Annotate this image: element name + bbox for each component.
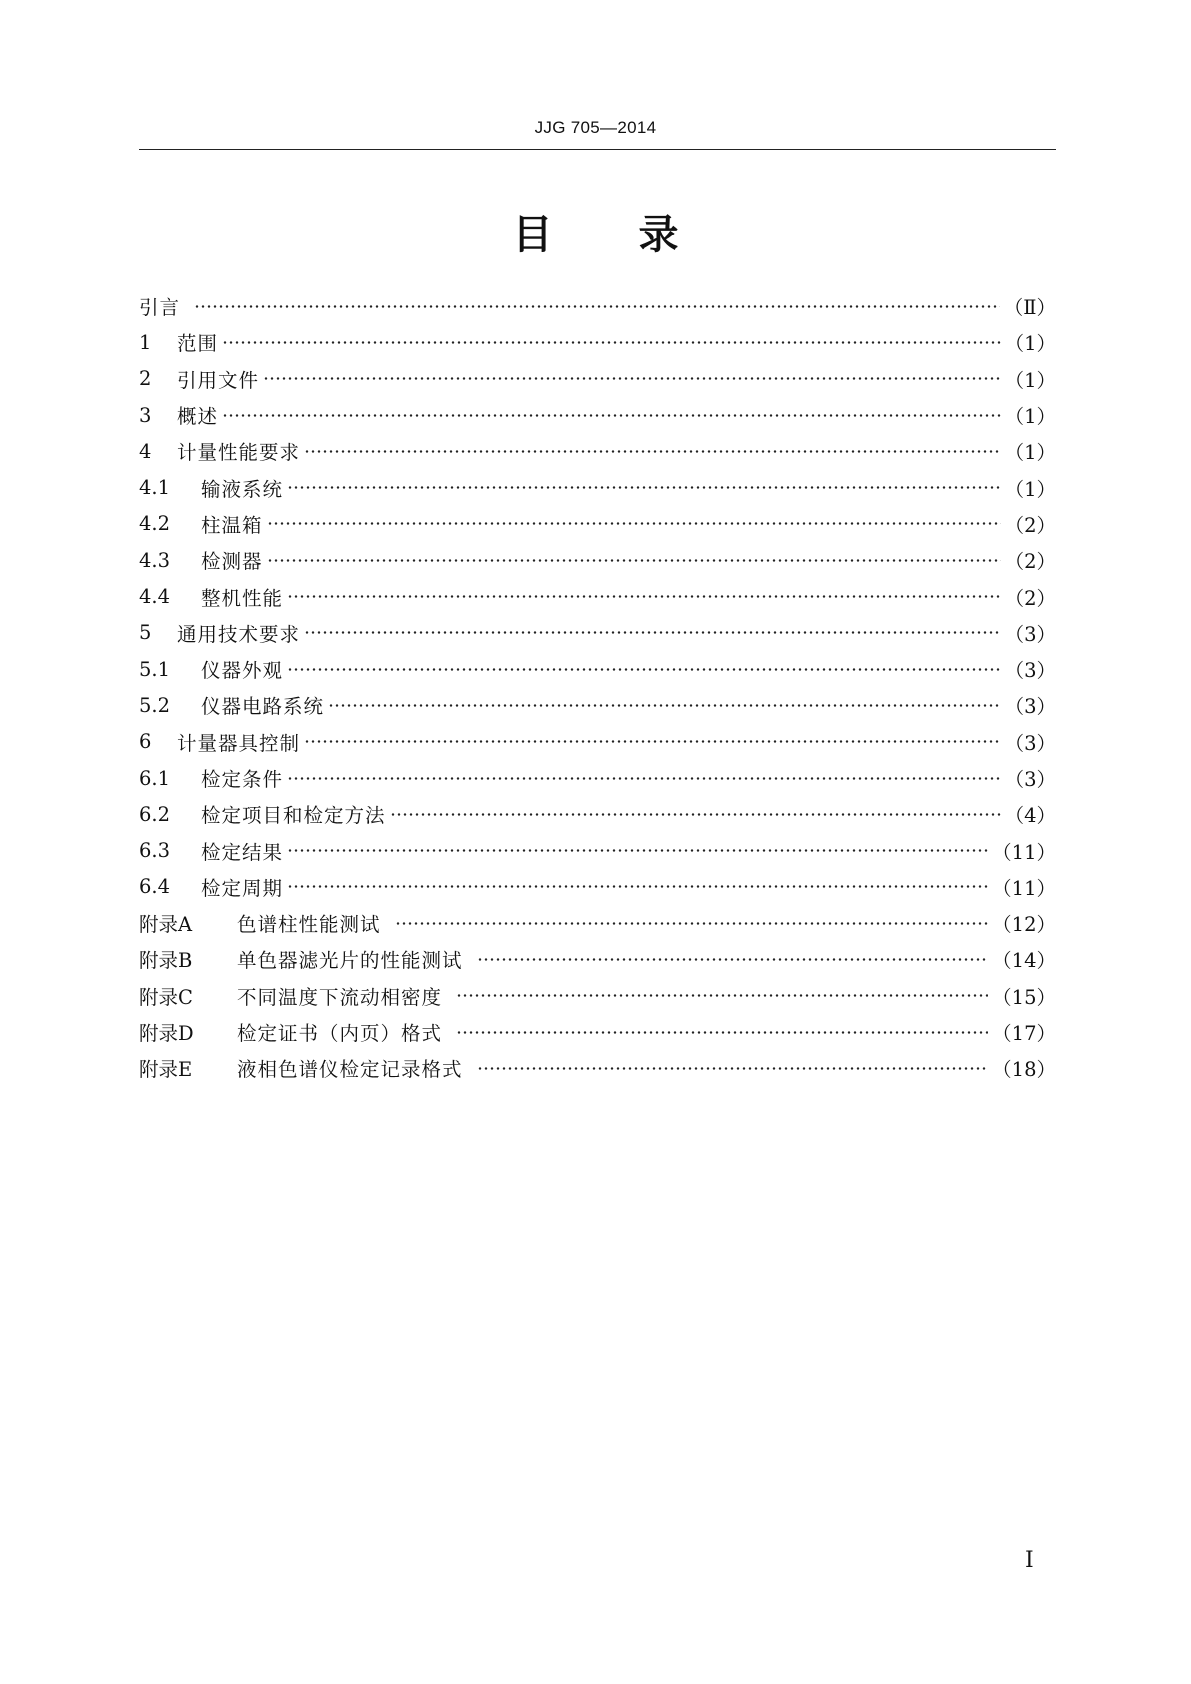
toc-entry[interactable]	[139, 361, 1056, 397]
dot-leader	[456, 1023, 988, 1042]
toc-entry-number: 附录D	[139, 1022, 194, 1046]
toc-entry-number: 4	[139, 439, 152, 463]
toc-entry-page: （14）	[992, 949, 1056, 973]
toc-entry-number: 6	[139, 730, 152, 754]
toc-entry-page: （2）	[1004, 586, 1056, 610]
toc-entry-number: 附录B	[139, 949, 193, 973]
toc-entry-page: （1）	[1004, 405, 1056, 429]
table-of-contents	[139, 288, 1056, 1087]
toc-entry-number: 4.1	[139, 476, 171, 500]
toc-entry[interactable]	[139, 687, 1056, 723]
toc-entry[interactable]	[139, 397, 1056, 433]
toc-entry-title: 检测器	[201, 550, 263, 574]
toc-entry-title: 单色器滤光片的性能测试	[237, 949, 463, 973]
toc-entry-page: （3）	[1004, 768, 1056, 791]
dot-leader	[304, 623, 1001, 642]
dot-leader	[395, 914, 989, 933]
toc-entry-number: 5.2	[139, 693, 171, 717]
toc-entry-title: 引言	[139, 296, 181, 320]
toc-entry-page: （11）	[992, 840, 1056, 864]
dot-leader	[390, 805, 1001, 824]
toc-entry[interactable]	[139, 832, 1056, 868]
dot-leader	[287, 587, 1001, 606]
toc-entry[interactable]	[139, 905, 1056, 941]
dot-leader	[456, 986, 988, 1005]
toc-entry-title: 检定项目和检定方法	[201, 804, 386, 828]
toc-entry-page: （12）	[992, 913, 1056, 937]
header-rule	[139, 149, 1056, 150]
toc-entry-page: （2）	[1004, 513, 1056, 537]
dot-leader	[304, 732, 1001, 751]
toc-entry-page: （1）	[1004, 332, 1056, 356]
toc-entry-page: （17）	[992, 1022, 1056, 1046]
toc-entry-title: 检定证书（内页）格式	[237, 1022, 443, 1046]
toc-entry-title: 计量性能要求	[177, 441, 301, 465]
dot-leader	[477, 1059, 989, 1078]
toc-entry[interactable]	[139, 796, 1056, 832]
toc-entry[interactable]	[139, 506, 1056, 542]
toc-entry-page: （15）	[992, 985, 1056, 1009]
toc-entry-number: 1	[139, 330, 152, 354]
dot-leader	[267, 514, 1001, 533]
toc-entry[interactable]	[139, 941, 1056, 977]
toc-entry-title: 概述	[177, 405, 219, 429]
toc-entry[interactable]	[139, 760, 1056, 796]
toc-entry-title: 检定周期	[201, 876, 284, 900]
toc-entry-page: （18）	[992, 1058, 1056, 1082]
toc-entry-number: 附录A	[139, 913, 193, 937]
dot-leader	[222, 333, 1001, 352]
toc-entry-number: 附录E	[139, 1058, 193, 1082]
toc-entry-title: 通用技术要求	[177, 622, 301, 646]
toc-entry-title: 引用文件	[177, 368, 260, 392]
toc-entry-title: 检定结果	[201, 840, 284, 864]
toc-entry-title: 仪器外观	[201, 659, 284, 683]
toc-entry[interactable]	[139, 288, 1056, 324]
toc-entry-number: 6.1	[139, 766, 171, 790]
toc-entry-page: （3）	[1004, 622, 1056, 646]
toc-entry-page: （11）	[992, 876, 1056, 900]
toc-entry-title: 仪器电路系统	[201, 695, 325, 719]
dot-leader	[287, 478, 1001, 497]
toc-entry-title: 范围	[177, 332, 219, 356]
toc-entry-number: 5.1	[139, 657, 171, 681]
dot-leader	[287, 660, 1001, 679]
dot-leader	[304, 442, 1001, 461]
toc-entry-number: 5	[139, 621, 152, 645]
toc-entry-number: 6.2	[139, 802, 171, 826]
dot-leader	[287, 769, 1001, 788]
toc-entry-title: 不同温度下流动相密度	[237, 985, 443, 1009]
toc-entry-page: （3）	[1004, 731, 1056, 755]
toc-entry-page: （1）	[1004, 477, 1056, 501]
dot-leader	[287, 877, 988, 896]
toc-entry[interactable]	[139, 978, 1056, 1014]
toc-entry-page: （Ⅱ）	[1003, 296, 1056, 320]
page-title: 目录	[512, 212, 765, 258]
toc-entry-title: 输液系统	[201, 477, 284, 501]
toc-entry-number: 6.3	[139, 839, 171, 863]
toc-entry-number: 3	[139, 403, 152, 427]
toc-entry[interactable]	[139, 724, 1056, 760]
running-header: JJG 705—2014	[534, 118, 657, 137]
toc-entry-number: 6.4	[139, 875, 171, 899]
toc-entry[interactable]	[139, 1050, 1056, 1086]
toc-entry[interactable]	[139, 651, 1056, 687]
toc-entry-page: （2）	[1004, 550, 1056, 574]
dot-leader	[222, 406, 1001, 425]
toc-entry[interactable]	[139, 324, 1056, 360]
toc-entry-number: 4.3	[139, 548, 171, 572]
toc-entry-title: 柱温箱	[201, 513, 263, 537]
toc-entry-number: 附录C	[139, 985, 193, 1009]
toc-entry[interactable]	[139, 615, 1056, 651]
dot-leader	[477, 950, 989, 969]
toc-entry-page: （4）	[1004, 804, 1056, 828]
dot-leader	[263, 369, 1001, 388]
toc-entry-number: 4.2	[139, 512, 171, 536]
toc-entry-number: 4.4	[139, 585, 171, 609]
toc-entry[interactable]	[139, 1014, 1056, 1050]
toc-entry-title: 整机性能	[201, 586, 284, 610]
toc-entry-page: （1）	[1004, 368, 1056, 392]
toc-entry[interactable]	[139, 433, 1056, 469]
toc-entry[interactable]	[139, 469, 1056, 505]
toc-entry-page: （3）	[1004, 659, 1056, 683]
toc-entry-number: 2	[139, 367, 152, 391]
toc-entry[interactable]	[139, 542, 1056, 578]
dot-leader	[267, 551, 1001, 570]
dot-leader	[287, 841, 988, 860]
toc-entry[interactable]	[139, 578, 1056, 614]
dot-leader	[194, 297, 1000, 316]
toc-entry-page: （1）	[1004, 441, 1056, 465]
toc-entry-title: 液相色谱仪检定记录格式	[237, 1058, 463, 1082]
toc-entry-title: 计量器具控制	[177, 731, 301, 755]
toc-entry-title: 色谱柱性能测试	[237, 913, 381, 937]
toc-entry[interactable]	[139, 869, 1056, 905]
toc-entry-page: （3）	[1004, 695, 1056, 719]
toc-entry-title: 检定条件	[201, 768, 284, 791]
dot-leader	[328, 696, 1001, 715]
page-number: Ⅰ	[1025, 1548, 1034, 1573]
